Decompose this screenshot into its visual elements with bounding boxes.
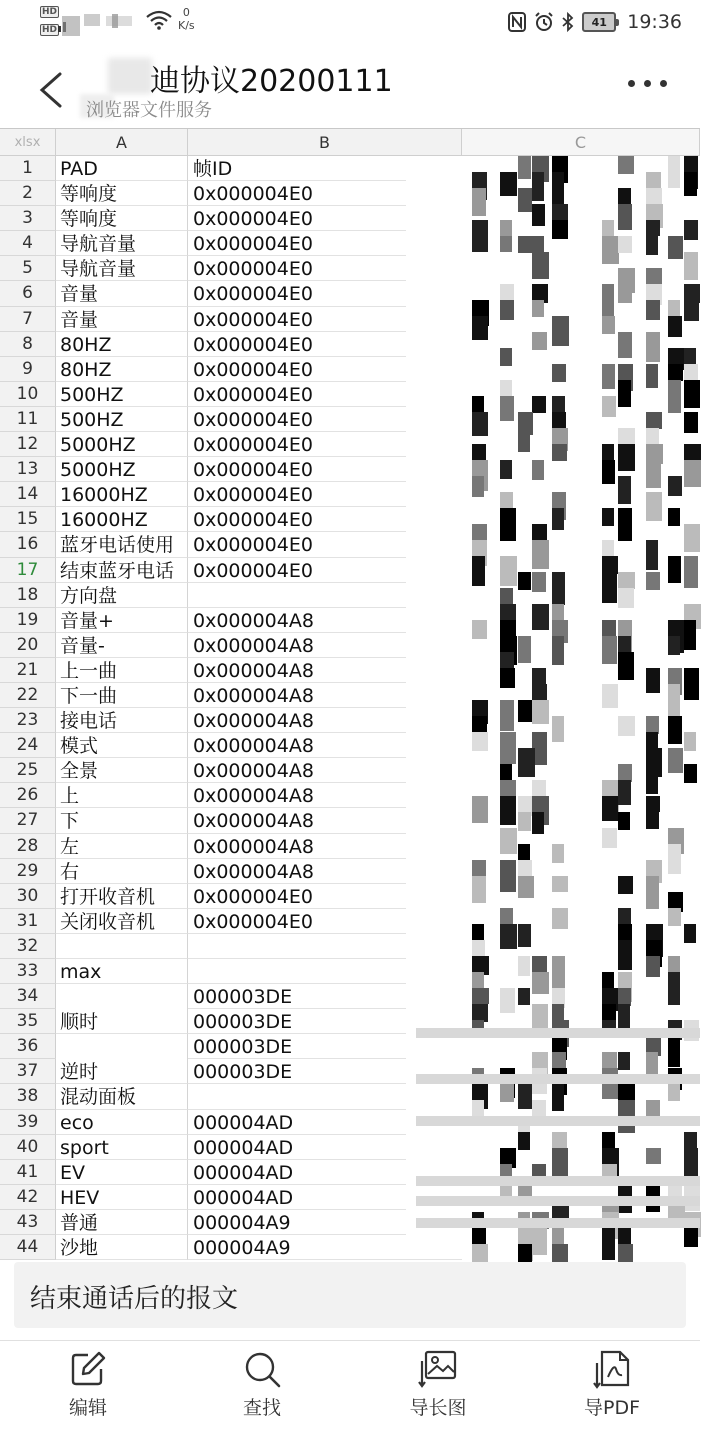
row-number[interactable]: 44 xyxy=(0,1235,56,1260)
cell-a[interactable]: 上 xyxy=(56,783,188,808)
row-number[interactable]: 24 xyxy=(0,733,56,758)
row-number[interactable]: 27 xyxy=(0,808,56,833)
cell-b[interactable]: 0x000004E0 xyxy=(188,884,462,909)
page-title: 迪协议20200111 xyxy=(150,64,393,99)
row-number[interactable]: 1 xyxy=(0,156,56,181)
cell-b[interactable]: 000003DE xyxy=(188,1034,462,1059)
cell-a[interactable]: 音量- xyxy=(56,633,188,658)
row-number[interactable]: 10 xyxy=(0,382,56,407)
row-number[interactable]: 36 xyxy=(0,1034,56,1059)
status-right xyxy=(508,8,682,36)
long-image-label: 导长图 xyxy=(409,1397,467,1419)
cell-a[interactable]: 等响度 xyxy=(56,181,188,206)
row-number[interactable]: 30 xyxy=(0,884,56,909)
cell-b[interactable]: 0x000004E0 xyxy=(188,206,462,231)
net-speed-value: 0 xyxy=(182,6,190,19)
row-number[interactable]: 2 xyxy=(0,181,56,206)
cell-a[interactable]: 导航音量 xyxy=(56,256,188,281)
cell-a[interactable] xyxy=(56,984,188,1009)
row-number[interactable]: 21 xyxy=(0,658,56,683)
cell-a[interactable]: 500HZ xyxy=(56,407,188,432)
cell-a[interactable]: 5000HZ xyxy=(56,457,188,482)
sheet-corner[interactable]: xlsx xyxy=(0,129,56,156)
cell-a[interactable]: 关闭收音机 xyxy=(56,909,188,934)
blurred-carrier-3 xyxy=(106,16,132,26)
cell-b[interactable]: 0x000004A8 xyxy=(188,608,462,633)
cell-a[interactable]: HEV xyxy=(56,1185,188,1210)
cell-a[interactable]: 混动面板 xyxy=(56,1084,188,1109)
cell-b[interactable]: 0x000004E0 xyxy=(188,407,462,432)
row-number[interactable]: 3 xyxy=(0,206,56,231)
cell-b[interactable]: 0x000004A8 xyxy=(188,683,462,708)
nfc-icon xyxy=(508,12,526,32)
cell-a[interactable]: 打开收音机 xyxy=(56,884,188,909)
row-number[interactable]: 19 xyxy=(0,608,56,633)
wifi-icon xyxy=(146,10,172,30)
row-number[interactable]: 4 xyxy=(0,231,56,256)
row-number[interactable]: 37 xyxy=(0,1059,56,1084)
cell-b[interactable]: 000004AD xyxy=(188,1135,462,1160)
cell-b[interactable]: 0x000004A8 xyxy=(188,758,462,783)
search-icon xyxy=(242,1349,282,1389)
cell-a[interactable]: 音量+ xyxy=(56,608,188,633)
cell-a[interactable]: 80HZ xyxy=(56,357,188,382)
row-number[interactable]: 11 xyxy=(0,407,56,432)
net-speed-unit: K/s xyxy=(178,19,195,32)
cell-b[interactable]: 0x000004E0 xyxy=(188,357,462,382)
cell-b[interactable]: 0x000004E0 xyxy=(188,432,462,457)
title-bar xyxy=(0,44,700,128)
row-number[interactable]: 8 xyxy=(0,332,56,357)
row-number[interactable]: 20 xyxy=(0,633,56,658)
page-subtitle: 浏览器文件服务 xyxy=(86,100,212,121)
cell-a[interactable]: 左 xyxy=(56,834,188,859)
row-number[interactable]: 17 xyxy=(0,558,56,583)
cell-b[interactable]: 0x000004E0 xyxy=(188,231,462,256)
cell-a[interactable]: 等响度 xyxy=(56,206,188,231)
cell-b[interactable]: 0x000004E0 xyxy=(188,181,462,206)
battery-level: 41 xyxy=(582,12,616,32)
row-number[interactable]: 38 xyxy=(0,1084,56,1109)
network-speed xyxy=(178,6,195,32)
blurred-carrier-2 xyxy=(84,14,100,26)
row-number[interactable]: 9 xyxy=(0,357,56,382)
cell-a[interactable]: 上一曲 xyxy=(56,658,188,683)
row-number[interactable]: 12 xyxy=(0,432,56,457)
blurred-carrier xyxy=(62,16,80,36)
cell-content-bar[interactable] xyxy=(14,1262,686,1328)
cell-b[interactable]: 0x000004A8 xyxy=(188,834,462,859)
cell-b[interactable]: 0x000004A8 xyxy=(188,658,462,683)
row-number[interactable]: 13 xyxy=(0,457,56,482)
title-redaction xyxy=(108,58,152,94)
row-number[interactable]: 18 xyxy=(0,583,56,608)
find-label: 查找 xyxy=(242,1397,281,1419)
row-number[interactable]: 32 xyxy=(0,934,56,959)
row-number[interactable]: 6 xyxy=(0,281,56,306)
cell-a[interactable]: PAD xyxy=(56,156,188,181)
cell-a[interactable]: EV xyxy=(56,1160,188,1185)
cell-a[interactable]: 接电话 xyxy=(56,708,188,733)
cell-b[interactable]: 0x000004E0 xyxy=(188,382,462,407)
cell-a[interactable] xyxy=(56,934,188,959)
cell-b[interactable]: 0x000004A8 xyxy=(188,708,462,733)
cell-a[interactable]: 沙地 xyxy=(56,1235,188,1260)
cell-b[interactable]: 000004AD xyxy=(188,1110,462,1135)
export-long-image-button[interactable] xyxy=(378,1349,498,1420)
cell-a[interactable]: 下 xyxy=(56,808,188,833)
row-number[interactable]: 40 xyxy=(0,1135,56,1160)
cell-a[interactable]: 逆时 xyxy=(56,1059,188,1084)
cell-a[interactable]: 500HZ xyxy=(56,382,188,407)
column-header-a[interactable]: A xyxy=(56,129,188,156)
column-header-c[interactable]: C xyxy=(462,129,700,156)
cell-a[interactable]: 方向盘 xyxy=(56,583,188,608)
export-pdf-button[interactable] xyxy=(552,1349,672,1420)
alarm-icon xyxy=(534,12,554,32)
row-number[interactable]: 16 xyxy=(0,532,56,557)
clock: 19:36 xyxy=(627,11,682,33)
edit-icon xyxy=(68,1349,108,1389)
cell-b[interactable]: 0x000004E0 xyxy=(188,281,462,306)
bluetooth-icon xyxy=(562,12,574,32)
hd-badge-bottom: HD xyxy=(42,25,58,35)
cell-b[interactable]: 000004A9 xyxy=(188,1235,462,1260)
battery-icon xyxy=(582,12,619,32)
cell-a[interactable]: 导航音量 xyxy=(56,231,188,256)
row-number[interactable]: 42 xyxy=(0,1185,56,1210)
row-number[interactable]: 31 xyxy=(0,909,56,934)
row-number[interactable]: 5 xyxy=(0,256,56,281)
row-number[interactable]: 35 xyxy=(0,1009,56,1034)
cell-a[interactable]: 顺时 xyxy=(56,1009,188,1034)
cell-b[interactable]: 0x000004E0 xyxy=(188,507,462,532)
cell-b[interactable]: 000003DE xyxy=(188,1059,462,1084)
row-number[interactable]: 33 xyxy=(0,959,56,984)
cell-b[interactable]: 0x000004A8 xyxy=(188,859,462,884)
column-header-b[interactable]: B xyxy=(188,129,462,156)
row-number[interactable]: 7 xyxy=(0,307,56,332)
cell-a[interactable]: 5000HZ xyxy=(56,432,188,457)
find-button[interactable] xyxy=(202,1349,322,1420)
cell-b[interactable]: 0x000004E0 xyxy=(188,532,462,557)
cell-b[interactable]: 000003DE xyxy=(188,1009,462,1034)
row-number[interactable]: 43 xyxy=(0,1210,56,1235)
back-arrow-icon[interactable] xyxy=(32,72,68,108)
row-number[interactable]: 29 xyxy=(0,859,56,884)
row-number[interactable]: 28 xyxy=(0,834,56,859)
row-number[interactable]: 14 xyxy=(0,482,56,507)
blurred-carrier-4 xyxy=(112,14,118,28)
cell-a[interactable]: 音量 xyxy=(56,307,188,332)
cell-a[interactable] xyxy=(56,1034,188,1059)
cell-b[interactable]: 000004AD xyxy=(188,1185,462,1210)
spreadsheet[interactable] xyxy=(0,128,700,1260)
cell-b[interactable]: 0x000004A8 xyxy=(188,633,462,658)
cell-a[interactable]: 蓝牙电话使用 xyxy=(56,532,188,557)
hd-badge-top: HD xyxy=(42,7,58,17)
cell-a[interactable]: eco xyxy=(56,1110,188,1135)
cell-a[interactable]: 音量 xyxy=(56,281,188,306)
edit-button[interactable] xyxy=(28,1349,148,1420)
cell-a[interactable]: 结束蓝牙电话 xyxy=(56,558,188,583)
row-number[interactable]: 39 xyxy=(0,1110,56,1135)
row-number[interactable]: 22 xyxy=(0,683,56,708)
cell-b[interactable]: 0x000004E0 xyxy=(188,332,462,357)
status-bar xyxy=(0,0,700,44)
pdf-icon xyxy=(592,1349,632,1389)
cell-b[interactable]: 0x000004E0 xyxy=(188,256,462,281)
long-image-icon xyxy=(418,1349,458,1389)
cell-b[interactable]: 0x000004E0 xyxy=(188,307,462,332)
cell-a[interactable]: 右 xyxy=(56,859,188,884)
pdf-label: 导PDF xyxy=(583,1397,641,1419)
cell-a[interactable]: sport xyxy=(56,1135,188,1160)
cell-b[interactable]: 000004AD xyxy=(188,1160,462,1185)
row-number[interactable]: 23 xyxy=(0,708,56,733)
row-number[interactable]: 41 xyxy=(0,1160,56,1185)
cell-b[interactable]: 0x000004A8 xyxy=(188,733,462,758)
cell-b[interactable]: 帧ID xyxy=(188,156,462,181)
cell-a[interactable]: 16000HZ xyxy=(56,482,188,507)
cell-a[interactable]: 模式 xyxy=(56,733,188,758)
cell-b[interactable]: 0x000004A8 xyxy=(188,808,462,833)
cell-a[interactable]: max xyxy=(56,959,188,984)
cell-b[interactable]: 0x000004E0 xyxy=(188,558,462,583)
more-options-icon[interactable] xyxy=(628,80,667,87)
cell-b[interactable]: 0x000004E0 xyxy=(188,482,462,507)
cell-b[interactable]: 000004A9 xyxy=(188,1210,462,1235)
row-number[interactable]: 25 xyxy=(0,758,56,783)
cell-content-text: 结束通话后的报文 xyxy=(30,1284,239,1314)
cell-a[interactable]: 80HZ xyxy=(56,332,188,357)
cell-a[interactable]: 下一曲 xyxy=(56,683,188,708)
cell-b[interactable]: 0x000004A8 xyxy=(188,783,462,808)
row-number[interactable]: 15 xyxy=(0,507,56,532)
cell-a[interactable]: 16000HZ xyxy=(56,507,188,532)
bottom-toolbar xyxy=(0,1340,700,1429)
edit-label: 编辑 xyxy=(68,1397,107,1419)
cell-a[interactable]: 普通 xyxy=(56,1210,188,1235)
cell-a[interactable]: 全景 xyxy=(56,758,188,783)
row-number[interactable]: 26 xyxy=(0,783,56,808)
cell-b[interactable]: 0x000004E0 xyxy=(188,909,462,934)
cell-b[interactable]: 000003DE xyxy=(188,984,462,1009)
redacted-region xyxy=(406,156,700,1248)
cell-b[interactable]: 0x000004E0 xyxy=(188,457,462,482)
row-number[interactable]: 34 xyxy=(0,984,56,1009)
